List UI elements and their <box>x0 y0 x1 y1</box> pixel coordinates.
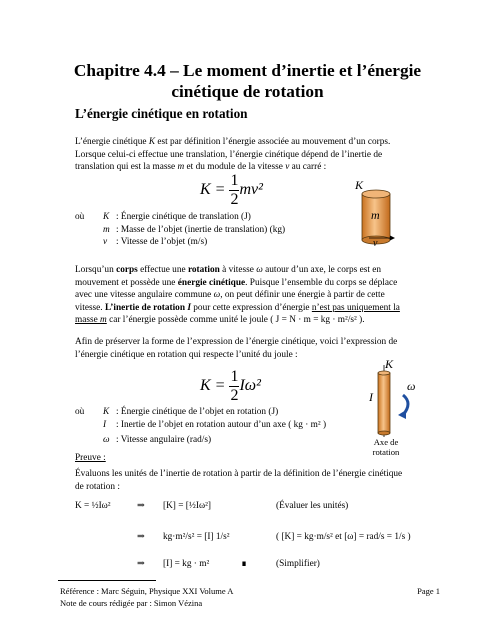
footer-note: Note de cours rédigée par : Simon Vézina <box>60 597 203 608</box>
kinetic-energy-rotation-equation: K = $\frac{1}{2}$ Iω² <box>200 368 261 404</box>
implies-arrow-3: ⇒ <box>137 559 145 569</box>
rotation-figure <box>365 357 435 457</box>
joule-paragraph: Afin de préserver la forme de l’expression de l’énergie cinétique, voici l’expression de l’énergie cinétique en rotation qui respecte l’unité du joule : <box>75 337 398 360</box>
intro-paragraph: L’énergie cinétique K est par définition l’énergie associée au mouvement d’un corps. Lorsque celui-ci effectue une translation, l’énergie cinétique dépend de l’inertie de translation qui est la masse m et du module de la vitesse v au carré : <box>75 137 391 173</box>
rotation-paragraph: Lorsqu’un corps effectue une rotation à vitesse ω autour d’un axe, le corps est en mouvement et possède une énergie cinétique. Puisque l’ensemble du corps se déplace avec une vitesse angulaire commune ω, on peut définir une énergie à partir de cette vitesse. L’inertie de rotation I pour cette expression d’énergie n’est pas uniquement la masse m car l’énergie possède comme unité le joule ( J = N · m = kg · m²/s² ). <box>75 265 400 326</box>
implies-arrow-1: ⇒ <box>137 501 145 511</box>
qed-mark: ∎ <box>241 559 247 569</box>
fig1-v-label: v <box>373 238 378 249</box>
proof-row-2-mid: kg·m²/s² = [I] 1/s² <box>163 532 230 542</box>
definitions-translation: où K : Énergie cinétique de translation (J) m : Masse de l’objet (inertie de translation) (kg) v : Vitesse de l’objet (m/s) <box>75 212 286 248</box>
footer <box>60 586 440 609</box>
proof-row-1-expr: K = ½Iω² <box>75 501 111 511</box>
proof-heading: Preuve : <box>75 453 106 463</box>
page-title <box>40 60 455 102</box>
fig1-m-label: m <box>371 208 380 222</box>
footer-reference: Référence : Marc Séguin, Physique XXI Volume A <box>60 586 234 596</box>
fig2-k-label: K <box>385 357 394 371</box>
section-heading: L’énergie cinétique en rotation <box>75 106 248 121</box>
proof-row-3-note: (Simplifier) <box>276 559 320 569</box>
units-paragraph: Évaluons les unités de l’inertie de rotation à partir de la définition de l’énergie cinétique de rotation : <box>75 469 403 492</box>
kinetic-energy-translation-equation: K = $\frac{1}{2}$ mv² <box>200 172 263 208</box>
axis-caption: Axe de rotation <box>372 437 400 457</box>
proof-row-1-note: (Évaluer les unités) <box>276 501 349 511</box>
definitions-rotation: où K : Énergie cinétique de l’objet en rotation (J) I : Inertie de l’objet en rotation autour d’un axe ( kg · m² ) ω : Vitesse angulaire (rad/s) <box>75 407 327 445</box>
fig1-k-label: K <box>355 178 364 192</box>
implies-arrow-2: ⇒ <box>137 532 145 542</box>
fig2-i-label: I <box>369 390 373 404</box>
proof-row-2-note: ( [K] = kg·m/s² et [ω] = rad/s = 1/s ) <box>276 532 411 542</box>
title-line-2: cinétique de rotation <box>171 82 324 101</box>
title-line-1: Chapitre 4.4 – Le moment d’inertie et l’énergie <box>73 61 422 80</box>
fig2-omega-label: ω <box>407 379 416 393</box>
proof-row-3-mid: [I] = kg · m² <box>163 559 210 569</box>
proof-row-1-mid: [K] = [½Iω²] <box>163 501 211 511</box>
page-number: Page 1 <box>417 586 440 596</box>
footer-divider <box>58 580 156 581</box>
